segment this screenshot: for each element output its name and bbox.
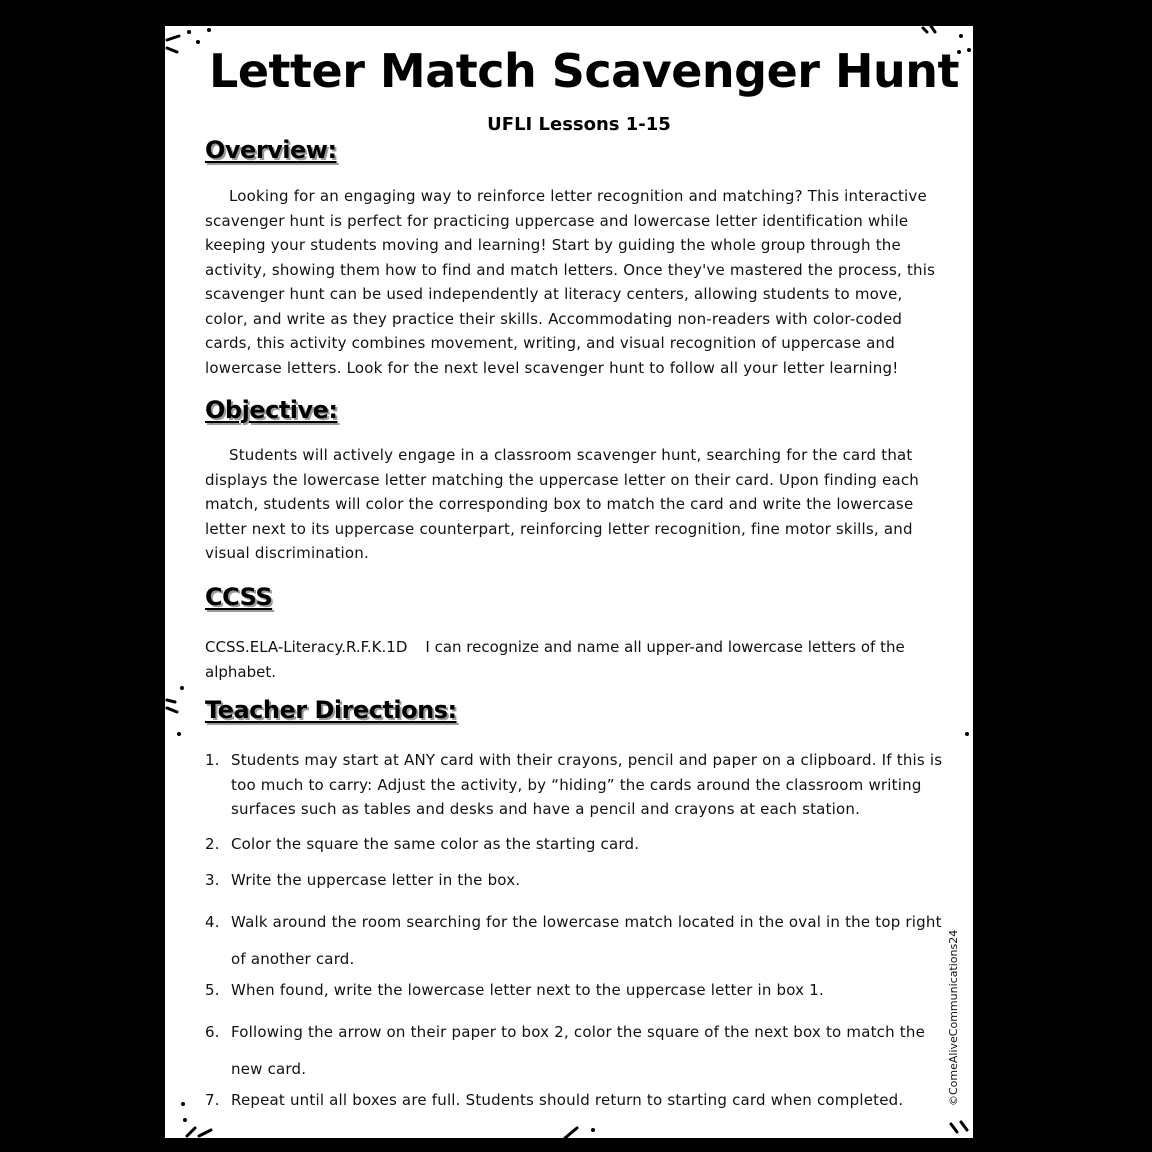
direction-text: Write the uppercase letter in the box. (231, 871, 521, 889)
document-page (165, 26, 973, 1138)
direction-number: 3. (205, 871, 220, 889)
direction-text: Repeat until all boxes are full. Students should return to starting card when completed. (231, 1091, 904, 1109)
decorative-doodle-icon (555, 1124, 605, 1138)
ccss-standard (205, 635, 947, 684)
overview-heading: Overview: (205, 136, 337, 164)
overview-text: Looking for an engaging way to reinforce letter recognition and matching? This interactive scavenger hunt is perfect for practicing uppercase and lowercase letter identification while keeping your students moving and learning! Start by guiding the whole group through the activity, showing them how to find and match letters. Once they've mastered the process, this scavenger hunt can be used independently at literacy centers, allowing students to move, color, and write as they practice their skills. Accommodating non-readers with color-coded cards, this activity combines movement, writing, and visual recognition of uppercase and lowercase letters. Look for the next level scavenger hunt to follow all your letter learning! (205, 187, 936, 377)
direction-number: 4. (205, 913, 220, 931)
direction-text: Walk around the room searching for the lowercase match located in the oval in the top right of another card. (231, 913, 942, 968)
ccss-heading: CCSS (205, 583, 273, 611)
direction-text: When found, write the lowercase letter next to the uppercase letter in box 1. (231, 981, 824, 999)
objective-heading: Objective: (205, 396, 338, 424)
page-title: Letter Match Scavenger Hunt (209, 44, 959, 98)
objective-paragraph (205, 443, 947, 566)
decorative-doodle-icon (960, 728, 973, 742)
direction-text: Students may start at ANY card with their crayons, pencil and paper on a clipboard. If this is too much to carry: Adjust the activity, by “hiding” the cards around the classroom writing surfaces such as tables and desks and have a pencil and crayons at each station. (231, 751, 943, 818)
ccss-text: I can recognize and name all upper-and lowercase letters of the alphabet. (205, 638, 905, 681)
direction-number: 7. (205, 1091, 220, 1109)
direction-text: Following the arrow on their paper to box 2, color the square of the next box to match the new card. (231, 1023, 926, 1078)
decorative-doodle-icon (943, 1120, 973, 1138)
direction-number: 2. (205, 835, 220, 853)
ccss-code: CCSS.ELA-Literacy.R.F.K.1D (205, 638, 408, 656)
direction-number: 5. (205, 981, 220, 999)
decorative-doodle-icon (165, 682, 195, 742)
direction-number: 1. (205, 751, 220, 769)
overview-paragraph (205, 184, 947, 380)
page-subtitle: UFLI Lessons 1-15 (487, 114, 671, 135)
direction-number: 6. (205, 1023, 220, 1041)
copyright-notice: ©ComeAliveCommunications24 (947, 929, 960, 1106)
directions-heading: Teacher Directions: (205, 696, 457, 724)
direction-text: Color the square the same color as the starting card. (231, 835, 640, 853)
direction-item (205, 748, 947, 824)
objective-text: Students will actively engage in a classroom scavenger hunt, searching for the card that displays the lowercase letter matching the uppercase letter on their card. Upon finding each match, students will color the corresponding box to match the card and write the lowercase letter next to its uppercase counterpart, reinforcing letter recognition, fine motor skills, and visual discrimination. (205, 446, 919, 562)
